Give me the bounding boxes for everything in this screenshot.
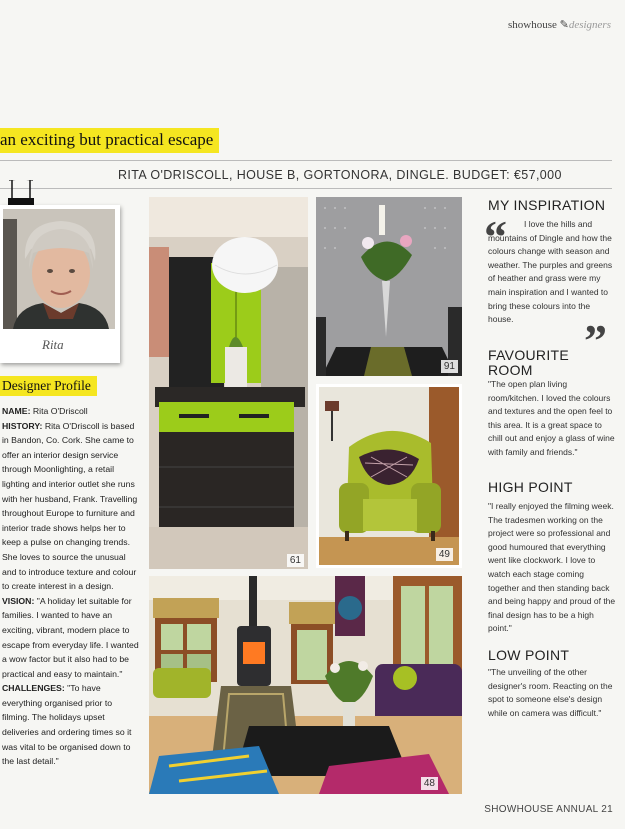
brand-name: showhouse (507, 19, 557, 31)
section-tag (508, 18, 611, 31)
name-label: NAME: (2, 406, 31, 416)
designer-portrait (0, 205, 120, 363)
divider (0, 188, 612, 189)
challenges-label: CHALLENGES: (2, 683, 65, 694)
high-point-heading: HIGH POINT (488, 479, 573, 495)
article-subtitle: RITA O'DRISCOLL, HOUSE B, GORTONORA, DINGLE. BUDGET: €57,000 (118, 168, 562, 182)
dining-photo (316, 197, 462, 376)
photo-number: 48 (421, 777, 438, 790)
favourite-text: "The open plan living room/kitchen. I loved the colours and textures and the open feel to this area. It is a great space to chill out and enjoy a glass of wine with family and friends." (488, 379, 615, 457)
profile-body (2, 404, 142, 769)
magazine-name: SHOWHOUSE ANNUAL (484, 804, 599, 815)
photo-number: 91 (441, 360, 458, 373)
divider (0, 160, 612, 161)
close-quote-icon: ” (584, 315, 607, 366)
article-title: an exciting but practical escape (0, 128, 219, 153)
photo-number: 49 (436, 548, 453, 561)
kitchen-photo (149, 197, 308, 569)
history-value: Rita O'Driscoll is based in Bandon, Co. Cork. She came to offer an interior design service through Moonlighting, a retail lighting and interior outlet she runs with her husband, Frank. Travelling throughout Europe to furniture and interior trade shows helps her to keep a pulse on changing trends. She loves to source the unusual and to introduce texture and colour to create interest in a design. (2, 420, 138, 592)
low-point-heading: LOW POINT (488, 647, 570, 663)
chair-photo (316, 384, 462, 568)
vision-value: "A holiday let suitable for families. I wanted to have an exciting, vibrant, modern place to escape from everyday life. I wanted a wow factor but it also had to be practical and easy to maintain." (2, 595, 139, 679)
inspiration-text: I love the hills and mountains of Dingle and how the colours change with season and weather. The purples and greens of heather and grass were my main inspiration and I wanted to bring these colours into the house. (488, 219, 613, 325)
favourite-heading: FAVOURITE ROOM (488, 347, 570, 378)
photo-number: 61 (287, 554, 304, 567)
portrait-signature: Rita (42, 337, 64, 352)
challenges-value: "To have everything organised prior to filming. The holidays upset deliveries and ordering times so it was vital to be organised down to the last detail." (2, 683, 132, 767)
high-point-text: "I really enjoyed the filming week. The tradesmen working on the project were so professional and good humoured that everything went like clockwork. I love to watch each stage coming together and then standing back and being happy and proud of the final design has to be a high point." (488, 501, 616, 634)
page-number: 21 (601, 804, 613, 815)
inspiration-heading: MY INSPIRATION (488, 197, 606, 213)
vision-label: VISION: (2, 595, 35, 606)
section-name: designers (568, 19, 611, 31)
pen-icon: ✎ (559, 19, 569, 31)
living-room-photo (149, 576, 462, 794)
open-quote-icon: “ (484, 211, 507, 262)
low-point-text: "The unveiling of the other designer's room. Reacting on the spot to someone else's design while on camera was difficult." (488, 667, 613, 718)
history-label: HISTORY: (2, 420, 43, 431)
page-footer (484, 804, 613, 815)
portrait-photo (3, 209, 115, 329)
name-value: Rita O'Driscoll (32, 406, 88, 416)
profile-heading: Designer Profile (0, 376, 97, 396)
